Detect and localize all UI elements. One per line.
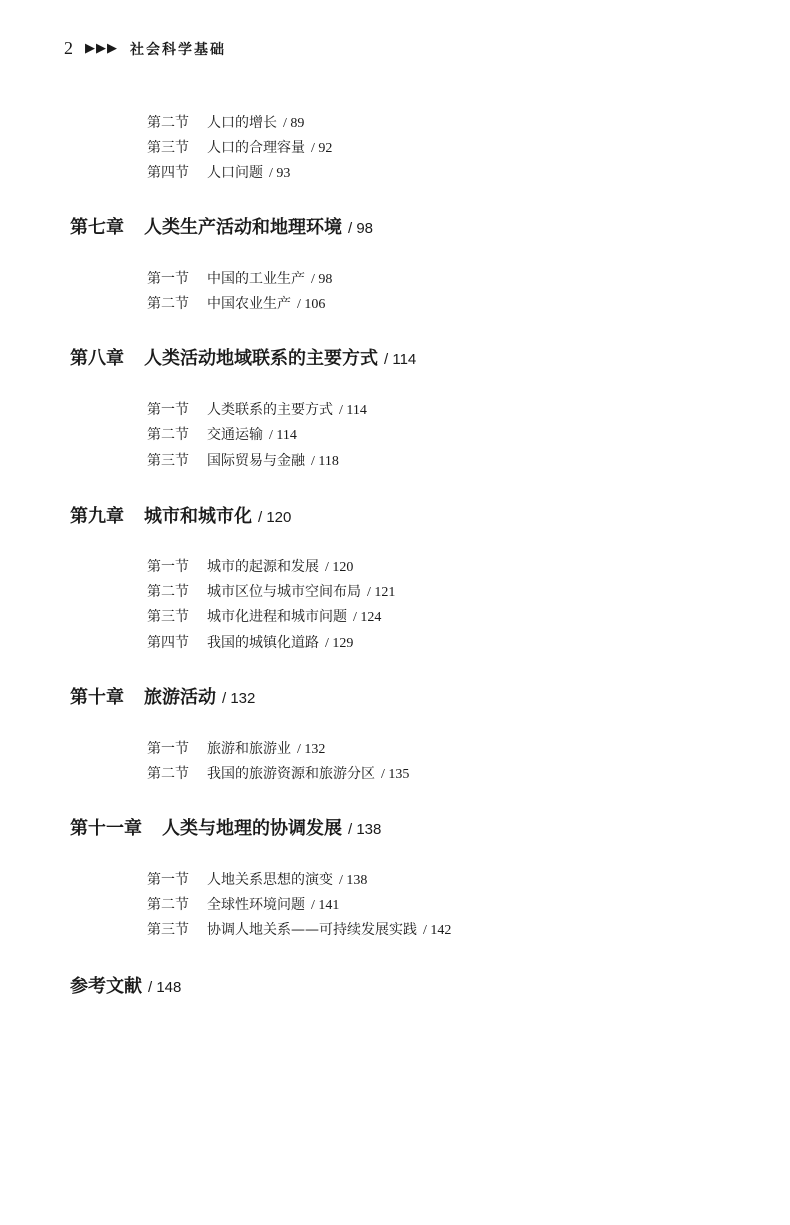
section-page: / 124 [353,610,382,625]
toc-chapter[interactable] [70,344,416,370]
section-number: 第一节 [147,402,189,418]
toc-section[interactable] [147,399,367,419]
toc-section[interactable] [147,763,409,783]
toc-section[interactable] [147,606,381,626]
section-page: / 118 [311,454,339,469]
toc-chapter[interactable] [70,683,255,709]
section-number: 第二节 [147,584,189,600]
section-number: 第二节 [147,296,189,312]
section-title: 协调人地关系——可持续发展实践 [207,922,417,938]
chapter-page: / 138 [348,821,382,838]
section-page: / 121 [367,585,396,600]
section-title: 中国农业生产 [207,296,291,312]
section-number: 第二节 [147,766,189,782]
arrow-icons: ▶▶▶ [85,41,118,56]
section-number: 第一节 [147,872,189,888]
section-title: 人地关系思想的演变 [207,872,333,888]
section-number: 第一节 [147,741,189,757]
section-number: 第二节 [147,427,189,443]
chapter-title: 旅游活动 [144,687,216,708]
section-title: 城市区位与城市空间布局 [207,584,361,600]
toc-section[interactable] [147,632,353,652]
toc-section[interactable] [147,424,297,444]
section-page: / 129 [325,636,354,651]
chapter-title: 人类活动地域联系的主要方式 [144,348,378,369]
section-page: / 106 [297,297,326,312]
chapter-number: 第十一章 [70,818,142,839]
chapter-number: 第十章 [70,687,124,708]
references-title: 参考文献 [70,976,142,997]
section-title: 人口的增长 [207,115,277,131]
section-title: 城市化进程和城市问题 [207,609,347,625]
section-number: 第四节 [147,635,189,651]
section-page: / 141 [311,898,340,913]
section-title: 我国的城镇化道路 [207,635,319,651]
section-number: 第三节 [147,609,189,625]
page-header [64,38,226,59]
section-number: 第一节 [147,559,189,575]
section-number: 第二节 [147,897,189,913]
toc-section[interactable] [147,894,339,914]
chapter-title: 人类生产活动和地理环境 [144,217,342,238]
section-page: / 89 [283,116,305,131]
toc-section[interactable] [147,869,367,889]
chapter-page: / 114 [384,351,417,368]
section-title: 全球性环境问题 [207,897,305,913]
toc-references[interactable] [70,972,181,998]
section-page: / 120 [325,560,354,575]
section-title: 交通运输 [207,427,263,443]
section-page: / 98 [311,272,333,287]
chapter-page: / 120 [258,509,292,526]
section-page: / 138 [339,873,368,888]
toc-chapter[interactable] [70,814,381,840]
chapter-number: 第八章 [70,348,124,369]
section-title: 国际贸易与金融 [207,453,305,469]
section-number: 第一节 [147,271,189,287]
toc-section[interactable] [147,268,332,288]
toc-chapter[interactable] [70,213,373,239]
section-number: 第三节 [147,453,189,469]
section-title: 人口问题 [207,165,263,181]
toc-section[interactable] [147,919,451,939]
book-title: 社会科学基础 [130,41,226,58]
toc-section[interactable] [147,556,353,576]
section-page: / 114 [339,403,367,418]
section-number: 第三节 [147,922,189,938]
toc-section[interactable] [147,581,395,601]
toc-section[interactable] [147,162,290,182]
chapter-page: / 98 [348,220,374,237]
section-title: 旅游和旅游业 [207,741,291,757]
section-title: 城市的起源和发展 [207,559,319,575]
toc-section[interactable] [147,293,325,313]
page-number: 2 [64,38,73,58]
chapter-number: 第九章 [70,506,124,527]
section-title: 人口的合理容量 [207,140,305,156]
section-number: 第二节 [147,115,189,131]
section-page: / 92 [311,141,333,156]
section-page: / 142 [423,923,452,938]
chapter-page: / 132 [222,690,256,707]
toc-section[interactable] [147,738,325,758]
section-page: / 135 [381,767,410,782]
references-page: / 148 [148,979,182,996]
section-title: 中国的工业生产 [207,271,305,287]
section-page: / 93 [269,166,291,181]
chapter-title: 人类与地理的协调发展 [162,818,342,839]
section-number: 第三节 [147,140,189,156]
section-number: 第四节 [147,165,189,181]
toc-section[interactable] [147,137,332,157]
section-title: 我国的旅游资源和旅游分区 [207,766,375,782]
toc-chapter[interactable] [70,502,291,528]
toc-section[interactable] [147,112,304,132]
toc-section[interactable] [147,450,339,470]
chapter-title: 城市和城市化 [144,506,252,527]
section-page: / 132 [297,742,326,757]
chapter-number: 第七章 [70,217,124,238]
section-page: / 114 [269,428,297,443]
section-title: 人类联系的主要方式 [207,402,333,418]
